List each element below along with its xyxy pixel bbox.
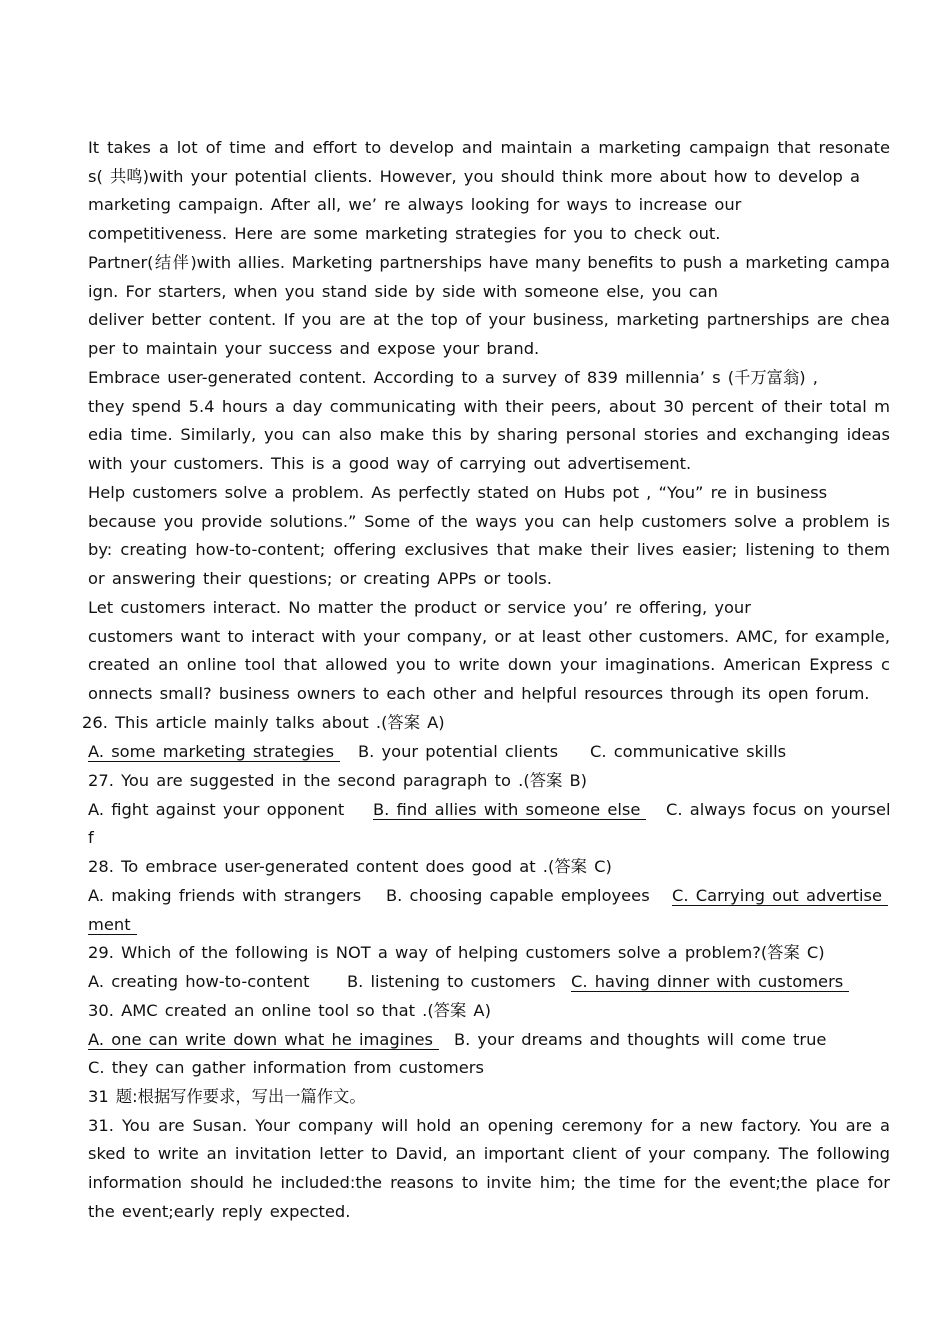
question-27-option-c-wrap: f — [88, 828, 94, 847]
question-27-option-b — [373, 796, 646, 824]
question-30-option-a — [88, 1026, 439, 1054]
passage-line: s( 共鸣)with your potential clients. However, you should think more about how to develop a — [88, 167, 860, 186]
question-30-option-b: B. your dreams and thoughts will come true — [454, 1030, 827, 1049]
writing-line: 31. You are Susan. Your company will hold an opening ceremony for a new factory. You are a — [88, 1116, 890, 1135]
passage-line: marketing campaign. After all, we’ re always looking for ways to increase our — [88, 195, 742, 214]
passage-line: Embrace user-generated content. According to a survey of 839 millennia’ s (千万富翁) , — [88, 368, 818, 387]
passage-line: It takes a lot of time and effort to develop and maintain a marketing campaign that resonate — [88, 138, 890, 157]
passage-line: Help customers solve a problem. As perfectly stated on Hubs pot , “You” re in business — [88, 483, 828, 502]
passage-line: deliver better content. If you are at the top of your business, marketing partnerships are chea — [88, 310, 890, 329]
question-27-option-c: C. always focus on yoursel — [666, 800, 891, 819]
passage-line: with your customers. This is a good way of carrying out advertisement. — [88, 454, 692, 473]
question-28-option-a: A. making friends with strangers — [88, 886, 362, 905]
writing-line: the event;early reply expected. — [88, 1202, 351, 1221]
writing-line: sked to write an invitation letter to David, an important client of your company. The following — [88, 1144, 890, 1163]
question-26-option-c: C. communicative skills — [590, 742, 787, 761]
passage-line: because you provide solutions.” Some of the ways you can help customers solve a problem is — [88, 512, 890, 531]
question-30-stem: 30. AMC created an online tool so that .(答案 A) — [88, 1001, 491, 1020]
passage-line: Partner(结伴)with allies. Marketing partnerships have many benefits to push a marketing campa — [88, 253, 890, 272]
passage-line: by: creating how-to-content; offering exclusives that make their lives easier; listening to them — [88, 540, 890, 559]
question-27-stem: 27. You are suggested in the second paragraph to .(答案 B) — [88, 771, 587, 790]
correct-answer: C. Carrying out advertise — [672, 886, 888, 906]
correct-answer-continued: ment — [88, 915, 137, 935]
passage-line: or answering their questions; or creating APPs or tools. — [88, 569, 552, 588]
question-29-option-b: B. listening to customers — [347, 972, 556, 991]
correct-answer: A. one can write down what he imagines — [88, 1030, 439, 1050]
correct-answer: B. find allies with someone else — [373, 800, 646, 820]
question-30-option-c: C. they can gather information from customers — [88, 1058, 484, 1077]
correct-answer: C. having dinner with customers — [571, 972, 849, 992]
question-29-option-c — [571, 968, 849, 996]
question-28-option-c — [672, 882, 888, 910]
question-26-option-a — [88, 738, 340, 766]
writing-line: information should he included:the reasons to invite him; the time for the event;the place for — [88, 1173, 890, 1192]
writing-heading: 31 题:根据写作要求，写出一篇作文。 — [88, 1087, 366, 1106]
passage-line: they spend 5.4 hours a day communicating with their peers, about 30 percent of their total m — [88, 397, 890, 416]
correct-answer: A. some marketing strategies — [88, 742, 340, 762]
passage-line: created an online tool that allowed you to write down your imaginations. American Express c — [88, 655, 890, 674]
passage-line: ign. For starters, when you stand side by side with someone else, you can — [88, 282, 718, 301]
passage-line: onnects small? business owners to each other and helpful resources through its open forum. — [88, 684, 870, 703]
question-26-option-b: B. your potential clients — [358, 742, 559, 761]
question-29-stem: 29. Which of the following is NOT a way of helping customers solve a problem?(答案 C) — [88, 943, 825, 962]
passage-line: competitiveness. Here are some marketing strategies for you to check out. — [88, 224, 721, 243]
passage-line: Let customers interact. No matter the product or service you’ re offering, your — [88, 598, 751, 617]
passage-line: customers want to interact with your company, or at least other customers. AMC, for example, — [88, 627, 890, 646]
question-26-stem: 26. This article mainly talks about .(答案 A) — [82, 713, 445, 732]
passage-line: edia time. Similarly, you can also make this by sharing personal stories and exchanging ideas — [88, 425, 890, 444]
question-29-option-a: A. creating how-to-content — [88, 972, 310, 991]
question-28-stem: 28. To embrace user-generated content does good at .(答案 C) — [88, 857, 612, 876]
question-28-option-b: B. choosing capable employees — [386, 886, 650, 905]
passage-line: per to maintain your success and expose your brand. — [88, 339, 540, 358]
question-28-option-c-wrap — [88, 911, 137, 939]
question-27-option-a: A. fight against your opponent — [88, 800, 345, 819]
